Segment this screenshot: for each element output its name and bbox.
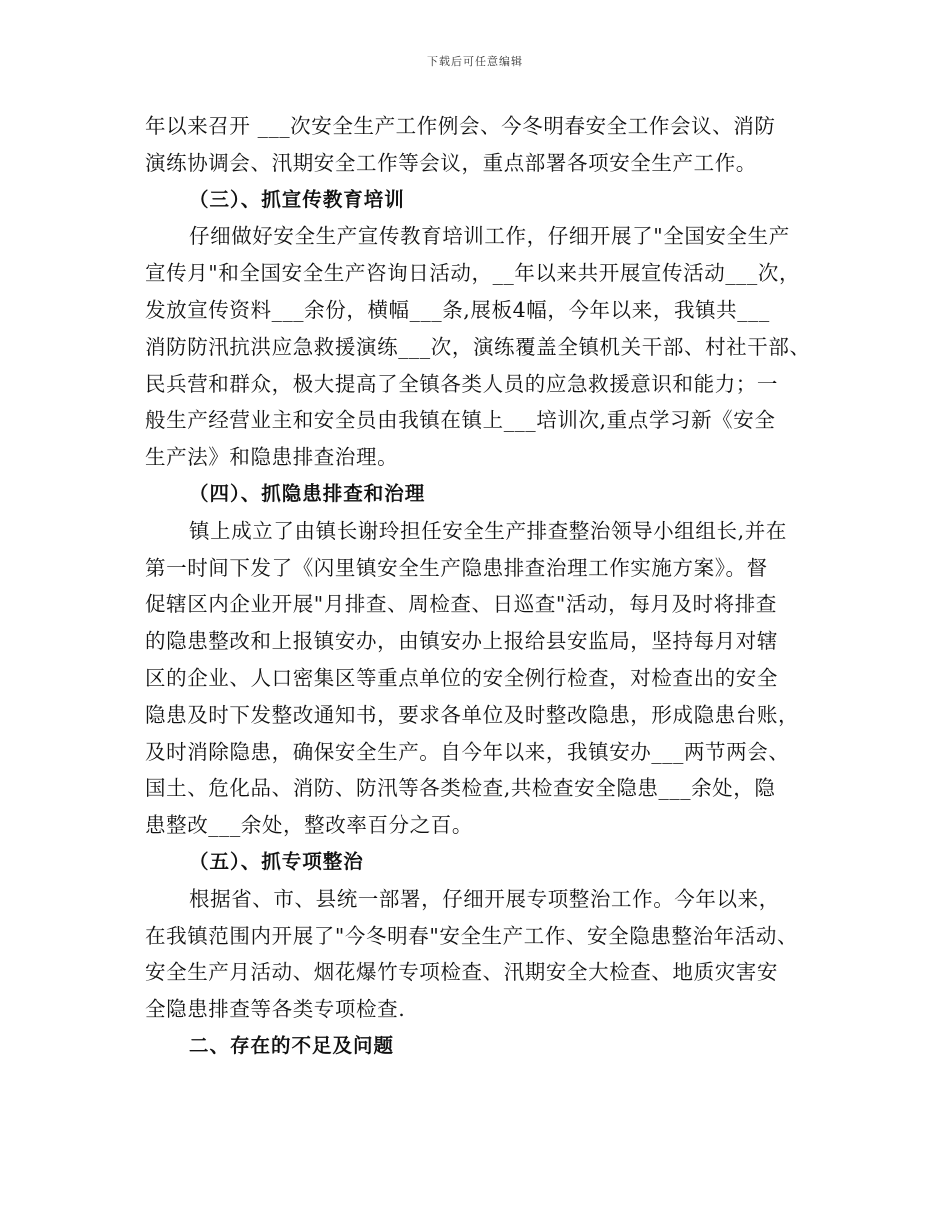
page-header: 下载后可任意编辑	[427, 55, 523, 68]
text-line: 的隐患整改和上报镇安办，由镇安办上报给县安监局，坚持每月对辖	[145, 629, 778, 654]
section-heading: （三）、抓宣传教育培训	[189, 187, 405, 211]
text-line: 及时消除隐患，确保安全生产。自今年以来，我镇安办___两节两会、	[145, 739, 790, 764]
text-line: 仔细做好安全生产宣传教育培训工作，仔细开展了"全国安全生产	[189, 224, 790, 249]
text-line: 隐患及时下发整改通知书，要求各单位及时整改隐患，形成隐患台账，	[145, 702, 800, 727]
text-line: 年以来召开 ___次安全生产工作例会、今冬明春安全工作会议、消防	[145, 114, 776, 138]
text-line: 民兵营和群众，极大提高了全镇各类人员的应急救援意识和能力；一	[145, 371, 778, 396]
text-line: 全隐患排查等各类专项检查.	[145, 997, 406, 1022]
text-line: 区的企业、人口密集区等重点单位的安全例行检查，对检查出的安全	[145, 665, 778, 690]
text-line: 促辖区内企业开展"月排查、周检查、日巡查"活动，每月及时将排查	[145, 592, 777, 617]
text-line: 第一时间下发了《闪里镇安全生产隐患排查治理工作实施方案》。督	[145, 555, 768, 580]
text-line: 演练协调会、汛期安全工作等会议，重点部署各项安全生产工作。	[145, 150, 757, 175]
text-line: 镇上成立了由镇长谢玲担任安全生产排查整治领导小组组长,并在	[189, 518, 787, 543]
section-heading: （五）、抓专项整治	[189, 849, 364, 873]
text-line: 消防防汛抗洪应急救援演练___次，演练覆盖全镇机关干部、村社干部、	[145, 334, 811, 359]
text-line: 宣传月"和全国安全生产咨询日活动，__年以来共开展宣传活动___次，	[145, 261, 801, 286]
section-heading: 二、存在的不足及问题	[189, 1033, 395, 1057]
text-line: 国土、危化品、消防、防汛等各类检查,共检查安全隐患___余处，隐	[145, 776, 776, 801]
document-body	[145, 108, 815, 1065]
text-line: 生产法》和隐患排查治理。	[145, 445, 399, 470]
text-line: 发放宣传资料___余份，横幅___条,展板4幅，今年以来，我镇共___	[145, 297, 770, 322]
text-line: 般生产经营业主和安全员由我镇在镇上___培训次,重点学习新《安全	[145, 408, 776, 433]
text-line: 患整改___余处，整改率百分之百。	[145, 813, 473, 838]
text-line: 安全生产月活动、烟花爆竹专项检查、汛期安全大检查、地质灾害安	[145, 960, 778, 985]
section-heading: （四）、抓隐患排查和治理	[189, 481, 426, 505]
text-line: 根据省、市、县统一部署，仔细开展专项整治工作。今年以来，	[189, 886, 780, 911]
text-line: 在我镇范围内开展了"今冬明春"安全生产工作、安全隐患整治年活动、	[145, 923, 799, 948]
